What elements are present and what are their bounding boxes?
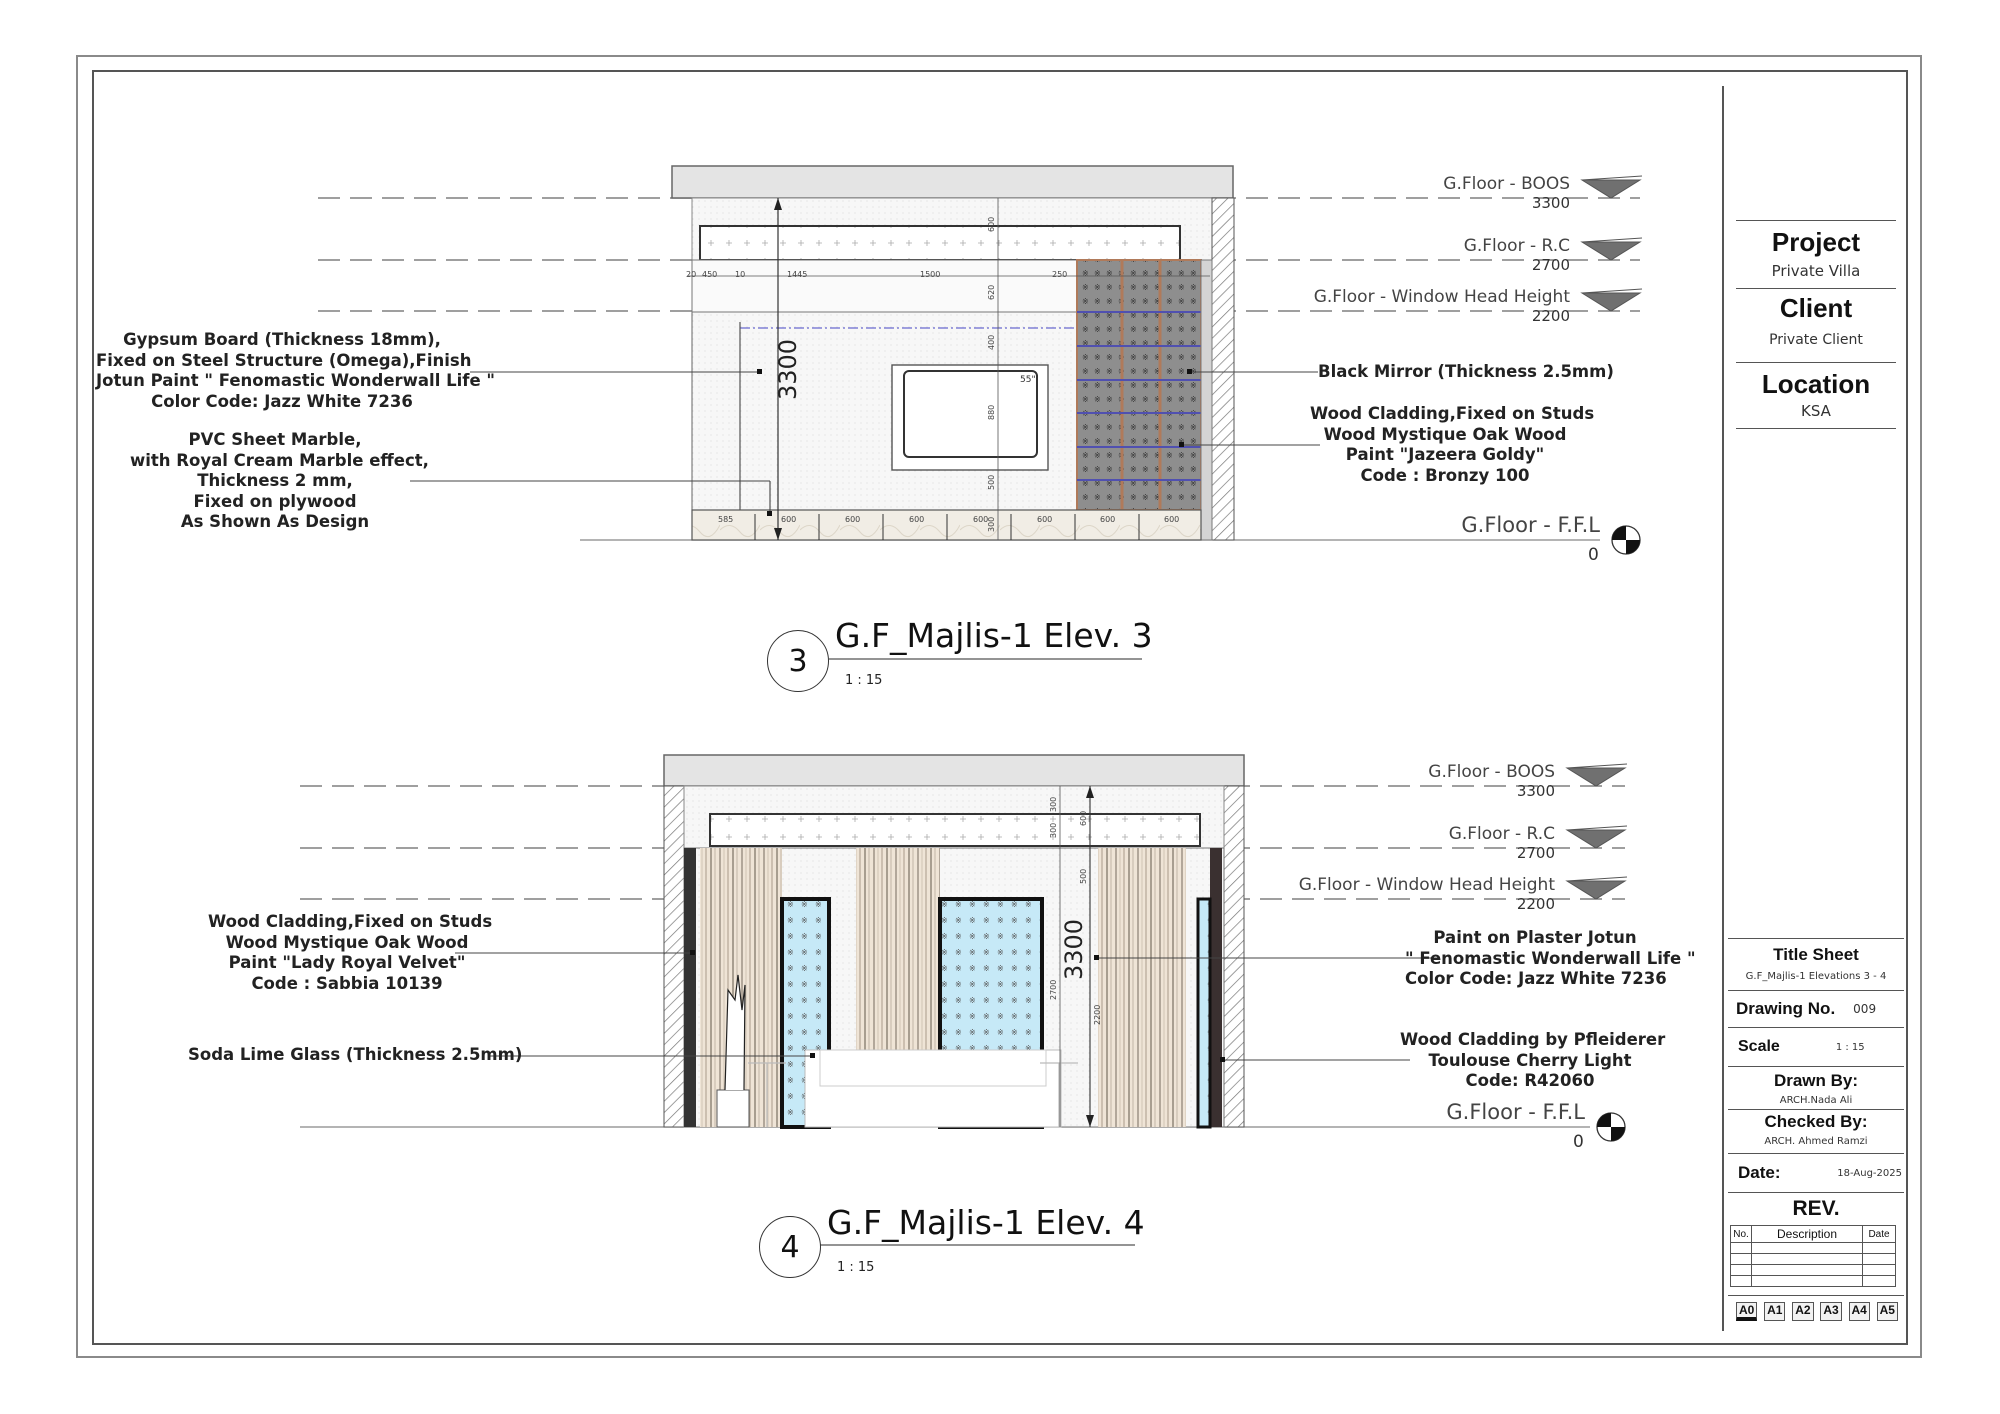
drawn-by-value: ARCH.Nada Ali [1779, 1095, 1853, 1106]
level-value: 2200 [1531, 307, 1570, 325]
svg-text:500: 500 [987, 474, 996, 490]
revision-row[interactable] [1731, 1243, 1896, 1254]
paper-size-selector [1728, 1296, 1904, 1321]
divider [1736, 288, 1896, 289]
elev3-note-black-mirror: Black Mirror (Thickness 2.5mm) [1318, 362, 1614, 381]
svg-text:450: 450 [702, 270, 718, 279]
svg-text:2700: 2700 [1049, 979, 1058, 1000]
level-name: G.Floor - Window Head Height [1298, 875, 1555, 895]
level-value: 3300 [1531, 194, 1570, 212]
svg-text:600: 600 [973, 515, 989, 524]
elev4-view-number: 4 [759, 1216, 821, 1278]
elev4-note-pfleiderer-cladding: Wood Cladding by Pfleiderer Toulouse Cherry Light Code: R42060 [1400, 1030, 1666, 1090]
elev3-note-gypsum: Gypsum Board (Thickness 18mm), Fixed on Steel Structure (Omega),Finish Jotun Paint " Fenomastic Wonderwall Life " Color Code: Jazz White 7236 [96, 330, 495, 411]
divider [1736, 428, 1896, 429]
svg-text:600: 600 [845, 515, 861, 524]
svg-text:600: 600 [1164, 515, 1180, 524]
elev4-ffl-name: G.Floor - F.F.L [1446, 1100, 1585, 1124]
paper-size-a4[interactable]: A4 [1849, 1302, 1870, 1321]
rev-col-description: Description [1752, 1226, 1863, 1243]
svg-text:1445: 1445 [787, 270, 808, 279]
svg-text:300: 300 [1049, 822, 1058, 838]
divider [1728, 1192, 1904, 1193]
paper-size-a1[interactable]: A1 [1764, 1302, 1785, 1321]
date-value: 18-Aug-2025 [1837, 1167, 1902, 1179]
elev3-ffl-value: 0 [1588, 545, 1599, 565]
rev-col-date: Date [1863, 1226, 1896, 1243]
elev4-note-wood-cladding: Wood Cladding,Fixed on Studs Wood Mystique Oak Wood Paint "Lady Royal Velvet" Code : Sabbia 10139 [208, 912, 493, 993]
level-name: G.Floor - BOOS [1443, 174, 1570, 194]
svg-text:620: 620 [987, 284, 996, 300]
paper-size-a5[interactable]: A5 [1877, 1302, 1898, 1321]
svg-text:585: 585 [718, 515, 734, 524]
elev3-note-pvc-marble: PVC Sheet Marble, with Royal Cream Marble effect, Thickness 2 mm, Fixed on plywood As Shown As Design [130, 430, 429, 531]
scale-value: 1 : 15 [1835, 1041, 1865, 1053]
svg-text:600: 600 [987, 216, 996, 232]
svg-text:600: 600 [1100, 515, 1116, 524]
title-sheet-value: G.F_Majlis-1 Elevations 3 - 4 [1745, 971, 1887, 982]
project-value: Private Villa [1771, 262, 1861, 280]
divider [1728, 938, 1904, 939]
paper-size-a3[interactable]: A3 [1820, 1302, 1841, 1321]
revision-header-row [1731, 1226, 1896, 1243]
revision-row[interactable] [1731, 1265, 1896, 1276]
rev-col-no: No. [1731, 1226, 1752, 1243]
svg-text:400: 400 [987, 334, 996, 350]
svg-text:300: 300 [987, 516, 996, 532]
checked-by-label: Checked By: [1764, 1112, 1868, 1131]
svg-text:20: 20 [686, 270, 697, 279]
level-value: 2700 [1516, 844, 1555, 862]
client-label: Client [1779, 293, 1853, 323]
svg-text:600: 600 [1037, 515, 1053, 524]
drawn-by-label: Drawn By: [1773, 1071, 1859, 1090]
elev3-level-window-head [1250, 287, 1570, 325]
svg-text:880: 880 [987, 404, 996, 420]
elev4-note-soda-lime-glass: Soda Lime Glass (Thickness 2.5mm) [188, 1045, 523, 1064]
elev3-level-boos [1300, 174, 1570, 212]
svg-text:3300: 3300 [774, 338, 802, 400]
svg-text:10: 10 [735, 270, 746, 279]
elev3-level-rc [1300, 236, 1570, 274]
revision-table [1730, 1225, 1896, 1287]
svg-text:600: 600 [909, 515, 925, 524]
level-name: G.Floor - R.C [1463, 236, 1570, 256]
project-label: Project [1771, 227, 1861, 257]
scale-label: Scale [1738, 1038, 1780, 1055]
svg-text:600: 600 [781, 515, 797, 524]
revision-row[interactable] [1731, 1276, 1896, 1287]
level-name: G.Floor - Window Head Height [1313, 287, 1570, 307]
svg-text:55": 55" [1020, 375, 1036, 385]
elev4-view-title[interactable]: G.F_Majlis-1 Elev. 4 [827, 1203, 1145, 1242]
drawing-no-label: Drawing No. [1736, 999, 1836, 1018]
elev3-view-scale: 1 : 15 [845, 673, 883, 688]
svg-text:600: 600 [1079, 810, 1088, 826]
svg-text:1500: 1500 [920, 270, 941, 279]
divider [1728, 1066, 1904, 1067]
drawing-no-value: 009 [1853, 1002, 1877, 1016]
divider [1736, 362, 1896, 363]
title-block-project [1736, 220, 1896, 429]
checked-by-value: ARCH. Ahmed Ramzi [1764, 1136, 1868, 1147]
level-value: 3300 [1516, 782, 1555, 800]
rev-label: REV. [1792, 1197, 1840, 1220]
divider [1736, 220, 1896, 221]
svg-text:300: 300 [1049, 796, 1058, 812]
elev4-view-scale: 1 : 15 [837, 1260, 875, 1275]
svg-text:2200: 2200 [1093, 1004, 1102, 1025]
elev3-note-wood-cladding: Wood Cladding,Fixed on Studs Wood Mystique Oak Wood Paint "Jazeera Goldy" Code : Bronzy 100 [1310, 404, 1595, 485]
level-name: G.Floor - R.C [1448, 824, 1555, 844]
title-block-sheet-info [1728, 938, 1904, 1321]
level-value: 2200 [1516, 895, 1555, 913]
svg-text:500: 500 [1079, 868, 1088, 884]
date-label: Date: [1738, 1163, 1781, 1182]
divider [1728, 1109, 1904, 1110]
elev4-note-paint-plaster: Paint on Plaster Jotun " Fenomastic Wonderwall Life " Color Code: Jazz White 7236 [1405, 928, 1696, 988]
level-name: G.Floor - BOOS [1428, 762, 1555, 782]
drawing-no-row [1728, 991, 1904, 1027]
elev3-view-number: 3 [767, 630, 829, 692]
paper-size-a2[interactable]: A2 [1792, 1302, 1813, 1321]
elev4-level-window-head [1235, 875, 1555, 913]
paper-size-a0[interactable]: A0 [1736, 1302, 1757, 1321]
date-row [1728, 1154, 1904, 1192]
elev4-level-boos [1285, 762, 1555, 800]
scale-row [1728, 1028, 1904, 1066]
location-value: KSA [1801, 402, 1831, 420]
revision-row[interactable] [1731, 1254, 1896, 1265]
location-label: Location [1761, 369, 1871, 399]
svg-text:250: 250 [1052, 270, 1068, 279]
elev4-level-rc [1285, 824, 1555, 862]
level-value: 2700 [1531, 256, 1570, 274]
svg-text:3300: 3300 [1060, 918, 1088, 980]
client-value: Private Client [1769, 332, 1863, 348]
elev3-view-title[interactable]: G.F_Majlis-1 Elev. 3 [835, 616, 1153, 655]
elev4-ffl-value: 0 [1573, 1132, 1584, 1152]
elev3-ffl-name: G.Floor - F.F.L [1461, 513, 1600, 537]
title-sheet-label: Title Sheet [1773, 945, 1859, 964]
